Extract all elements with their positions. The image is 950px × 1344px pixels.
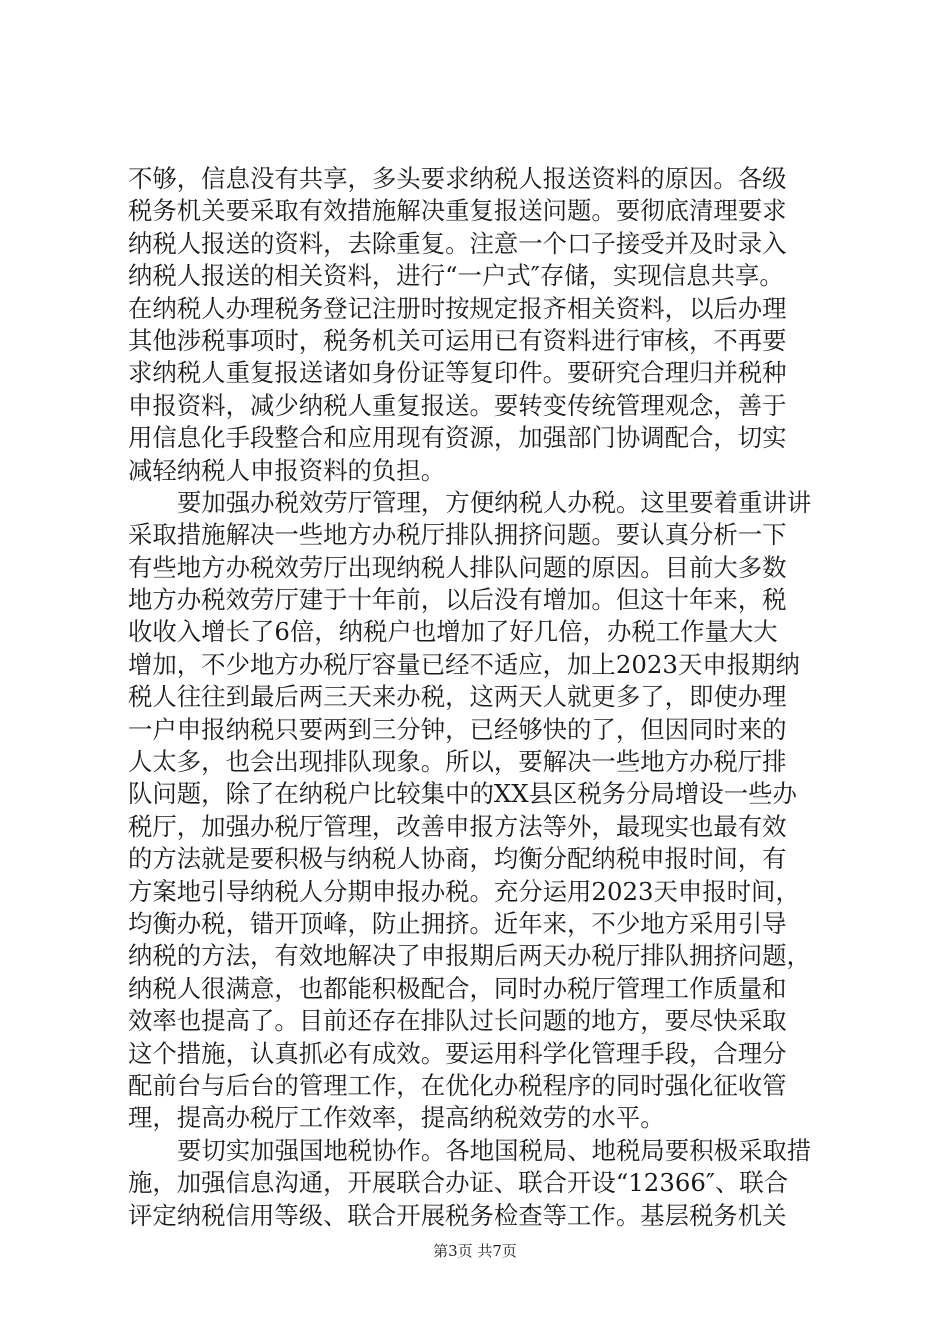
- text-line: 有些地方办税效劳厅出现纳税人排队问题的原因。目前大多数: [128, 552, 787, 582]
- text-line: 税人往往到最后两三天来办税，这两天人就更多了，即使办理: [128, 682, 787, 712]
- text-line: 税务机关要采取有效措施解决重复报送问题。要彻底清理要求: [128, 196, 787, 226]
- page-footer: [0, 1241, 950, 1261]
- text-line: 人太多，也会出现排队现象。所以，要解决一些地方办税厅排: [128, 747, 787, 777]
- text-line: 增加，不少地方办税厅容量已经不适应，加上2023天申报期纳: [128, 649, 800, 679]
- text-line: 不够，信息没有共享，多头要求纳税人报送资料的原因。各级: [128, 164, 787, 193]
- text-line: 纳税人很满意，也都能积极配合，同时办税厅管理工作质量和: [128, 973, 787, 1003]
- text-line: 纳税人报送的资料，去除重复。注意一个口子接受并及时录入: [128, 228, 787, 258]
- text-line: 申报资料，减少纳税人重复报送。要转变传统管理观念，善于: [128, 390, 787, 420]
- text-line: 方案地引导纳税人分期申报办税。充分运用2023天申报时间，: [128, 876, 800, 906]
- text-line: 队问题，除了在纳税户比较集中的XX县区税务分局增设一些办: [128, 779, 797, 809]
- text-line: 求纳税人重复报送诸如身份证等复印件。要研究合理归并税种: [128, 358, 787, 388]
- text-line: 均衡办税，错开顶峰，防止拥挤。近年来，不少地方采用引导: [128, 908, 787, 938]
- text-line: 一户申报纳税只要两到三分钟，已经够快的了，但因同时来的: [128, 714, 787, 744]
- text-line: 税厅，加强办税厅管理，改善申报方法等外，最现实也最有效: [128, 811, 787, 841]
- text-line: 收收入增长了6倍，纳税户也增加了好几倍，办税工作量大大: [128, 617, 778, 647]
- text-line: 纳税的方法，有效地解决了申报期后两天办税厅排队拥挤问题，: [128, 941, 811, 971]
- page-number: 第3页 共7页: [433, 1242, 517, 1260]
- text-line-first: 要切实加强国地税协作。各地国税局、地税局要积极采取措: [177, 1135, 812, 1165]
- text-line: 评定纳税信用等级、联合开展税务检查等工作。基层税务机关: [128, 1200, 787, 1230]
- text-line: 理，提高办税厅工作效率，提高纳税效劳的水平。: [128, 1103, 665, 1133]
- text-line: 纳税人报送的相关资料，进行“一户式″存储，实现信息共享。: [128, 261, 784, 291]
- text-line: 在纳税人办理税务登记注册时按规定报齐相关资料，以后办理: [128, 293, 787, 323]
- text-line: 采取措施解决一些地方办税厅排队拥挤问题。要认真分析一下: [128, 520, 787, 550]
- text-line: 其他涉税事项时，税务机关可运用已有资料进行审核，不再要: [128, 325, 787, 355]
- text-line: 的方法就是要积极与纳税人协商，均衡分配纳税申报时间，有: [128, 844, 787, 874]
- text-line: 减轻纳税人申报资料的负担。: [128, 455, 446, 485]
- text-line: 这个措施，认真抓必有成效。要运用科学化管理手段，合理分: [128, 1038, 787, 1068]
- body-text: [128, 163, 848, 1232]
- text-line: 效率也提高了。目前还存在排队过长问题的地方，要尽快采取: [128, 1006, 787, 1036]
- text-line: 配前台与后台的管理工作，在优化办税程序的同时强化征收管: [128, 1070, 787, 1100]
- text-line: 施，加强信息沟通，开展联合办证、联合开设“12366″、联合: [128, 1168, 789, 1198]
- text-line-first: 要加强办税效劳厅管理，方便纳税人办税。这里要着重讲讲: [177, 487, 812, 517]
- text-line: 地方办税效劳厅建于十年前，以后没有增加。但这十年来，税: [128, 585, 787, 615]
- text-line: 用信息化手段整合和应用现有资源，加强部门协调配合，切实: [128, 423, 787, 453]
